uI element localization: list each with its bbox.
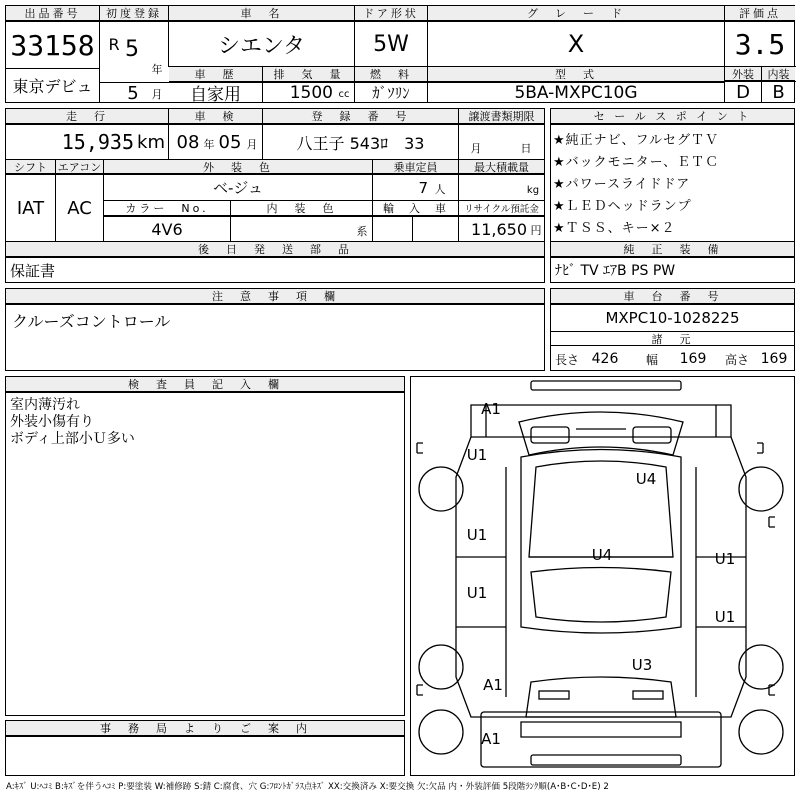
damage-mark: A1 bbox=[483, 676, 503, 694]
history: 自家用 bbox=[190, 85, 241, 102]
plate-number: 八王子 543ﾛ 33 bbox=[296, 133, 425, 153]
inspection-month-unit: 月 bbox=[246, 138, 258, 151]
ac-label: エアコン bbox=[57, 160, 102, 174]
int-color-unit: 系 bbox=[356, 225, 368, 238]
caution-label: 注 意 事 項 欄 bbox=[6, 289, 544, 304]
inspection-year: 08 bbox=[176, 131, 200, 153]
reg-month-unit: 月 bbox=[151, 88, 163, 101]
width-label: 幅 bbox=[645, 352, 658, 367]
sales-points-box bbox=[550, 108, 795, 283]
displacement-label: 排 気 量 bbox=[263, 67, 354, 82]
displacement: 1500 bbox=[289, 83, 333, 102]
inspector-label: 検 査 員 記 入 欄 bbox=[6, 377, 404, 392]
exterior-score: D bbox=[736, 82, 750, 102]
recycle-unit: 円 bbox=[530, 224, 542, 237]
shift-label: シフト bbox=[6, 160, 55, 174]
car-name: シエンタ bbox=[217, 33, 306, 59]
office-box bbox=[5, 720, 405, 776]
sales-point: ★パワースライドドア bbox=[553, 177, 691, 192]
capacity-unit: 人 bbox=[434, 183, 446, 196]
era-year: 5 bbox=[125, 36, 139, 62]
interior-score: B bbox=[772, 82, 785, 102]
air-conditioner: AC bbox=[67, 197, 92, 219]
venue-name: 東京デビュ bbox=[12, 77, 93, 96]
score-label: 評価点 bbox=[725, 6, 795, 21]
car-outline-drawing bbox=[411, 377, 794, 775]
recycle-label: リサイクル預託金 bbox=[459, 201, 544, 216]
width-value: 169 bbox=[679, 351, 707, 367]
max-load-label: 最大積載量 bbox=[459, 160, 544, 174]
reg-month: 5 bbox=[127, 84, 139, 102]
door-type-label: ドア形状 bbox=[355, 6, 427, 21]
inspector-note: 外装小傷有り bbox=[10, 414, 94, 430]
inspection-label: 車 検 bbox=[169, 109, 262, 124]
model-type-label: 型 式 bbox=[428, 67, 724, 82]
damage-mark: U1 bbox=[714, 608, 736, 626]
inspector-note: ボディ上部小Ｕ多い bbox=[10, 431, 135, 447]
ext-color: ベ-ジュ bbox=[212, 179, 264, 197]
inspector-box bbox=[5, 376, 405, 716]
mileage: 15,935 bbox=[61, 130, 134, 154]
door-type: 5W bbox=[373, 31, 409, 57]
damage-mark: U1 bbox=[466, 584, 488, 602]
length-label: 長さ bbox=[555, 352, 580, 367]
grade: X bbox=[567, 30, 585, 58]
era-year-unit: 年 bbox=[151, 63, 163, 76]
damage-mark: U4 bbox=[635, 470, 657, 488]
genuine-equip: ﾅﾋﾞ TV ｴｱB PS PW bbox=[555, 263, 676, 279]
damage-mark: U1 bbox=[714, 550, 736, 568]
inspector-note: 室内薄汚れ bbox=[10, 397, 80, 413]
transfer-day-unit: 日 bbox=[520, 142, 532, 155]
capacity: 7 bbox=[418, 178, 428, 197]
transfer-label: 譲渡書類期限 bbox=[459, 109, 544, 124]
score: 3.5 bbox=[734, 27, 786, 61]
sales-point: ★バックモニター、ＥＴＣ bbox=[553, 155, 720, 170]
genuine-equip-label: 純 正 装 備 bbox=[551, 242, 794, 257]
length-value: 426 bbox=[591, 351, 619, 367]
damage-mark: A1 bbox=[481, 400, 501, 418]
caution-box bbox=[5, 288, 545, 371]
height-label: 高さ bbox=[724, 352, 749, 367]
height-value: 169 bbox=[760, 351, 788, 367]
specs-label: 諸 元 bbox=[551, 332, 794, 345]
header-info-box bbox=[5, 5, 795, 103]
sales-points-label: セ ー ル ス ポ イ ン ト bbox=[551, 109, 794, 124]
damage-mark: A1 bbox=[481, 730, 501, 748]
sales-point: ★ＴＳＳ、キー×２ bbox=[553, 221, 676, 236]
later-parts: 保証書 bbox=[10, 261, 56, 280]
fuel: ｶﾞｿﾘﾝ bbox=[372, 84, 410, 102]
sales-point: ★純正ナビ、フルセグＴＶ bbox=[553, 133, 720, 148]
legend-footer: A:ｷｽﾞ U:ﾍｺﾐ B:ｷｽﾞを伴うﾍｺﾐ P:要塗装 W:補修跡 S:錆 C:腐食、穴 G:ﾌﾛﾝﾄｶﾞﾗｽ点ｷｽﾞ XX:交換済み X:要交換 欠:欠品 内・外装評価 5段階ﾗﾝｸ順(A･B･C･D･E) 2 bbox=[6, 782, 609, 792]
color-no: 4V6 bbox=[151, 219, 183, 239]
grade-label: グ レ ー ド bbox=[428, 6, 724, 21]
shift: IAT bbox=[16, 197, 45, 219]
office-label: 事 務 局 よ り ご 案 内 bbox=[6, 721, 404, 736]
first-reg-label: 初度登録 bbox=[100, 6, 168, 21]
displacement-unit: cc bbox=[338, 88, 350, 100]
mileage-unit: km bbox=[137, 131, 165, 153]
mileage-label: 走 行 bbox=[6, 109, 168, 124]
int-color-label: 内 装 色 bbox=[231, 201, 372, 216]
transfer-month-unit: 月 bbox=[470, 142, 482, 155]
load-unit: kg bbox=[526, 184, 540, 196]
exterior-label: 外装 bbox=[725, 67, 761, 81]
car-diagram bbox=[410, 376, 795, 776]
lot-number-label: 出品番号 bbox=[6, 6, 99, 21]
interior-label: 内装 bbox=[762, 67, 795, 81]
import-label: 輸 入 車 bbox=[373, 201, 458, 216]
chassis-number: MXPC10-1028225 bbox=[605, 309, 740, 327]
details-box bbox=[5, 108, 545, 283]
model-type: 5BA-MXPC10G bbox=[514, 83, 638, 102]
damage-mark: U4 bbox=[591, 546, 613, 564]
later-parts-label: 後 日 発 送 部 品 bbox=[6, 242, 544, 257]
caution-text: クルーズコントロール bbox=[12, 311, 171, 331]
recycle-fee: 11,650 bbox=[471, 219, 527, 239]
chassis-box bbox=[550, 288, 795, 371]
history-label: 車 歴 bbox=[169, 67, 262, 82]
sales-point: ★ＬＥＤヘッドランプ bbox=[553, 199, 692, 214]
era-letter: R bbox=[108, 34, 120, 54]
damage-mark: U1 bbox=[466, 526, 488, 544]
plate-label: 登 録 番 号 bbox=[263, 109, 458, 124]
damage-mark: U1 bbox=[466, 446, 488, 464]
fuel-label: 燃 料 bbox=[355, 67, 427, 82]
ext-color-label: 外 装 色 bbox=[104, 160, 372, 174]
chassis-label: 車 台 番 号 bbox=[551, 289, 794, 304]
car-name-label: 車 名 bbox=[169, 6, 354, 21]
inspection-month: 05 bbox=[218, 131, 242, 153]
damage-mark: U3 bbox=[631, 656, 653, 674]
color-no-label: カラー No. bbox=[104, 201, 230, 216]
capacity-label: 乗車定員 bbox=[373, 160, 458, 174]
lot-number: 33158 bbox=[10, 28, 95, 62]
inspection-year-unit: 年 bbox=[203, 138, 215, 151]
